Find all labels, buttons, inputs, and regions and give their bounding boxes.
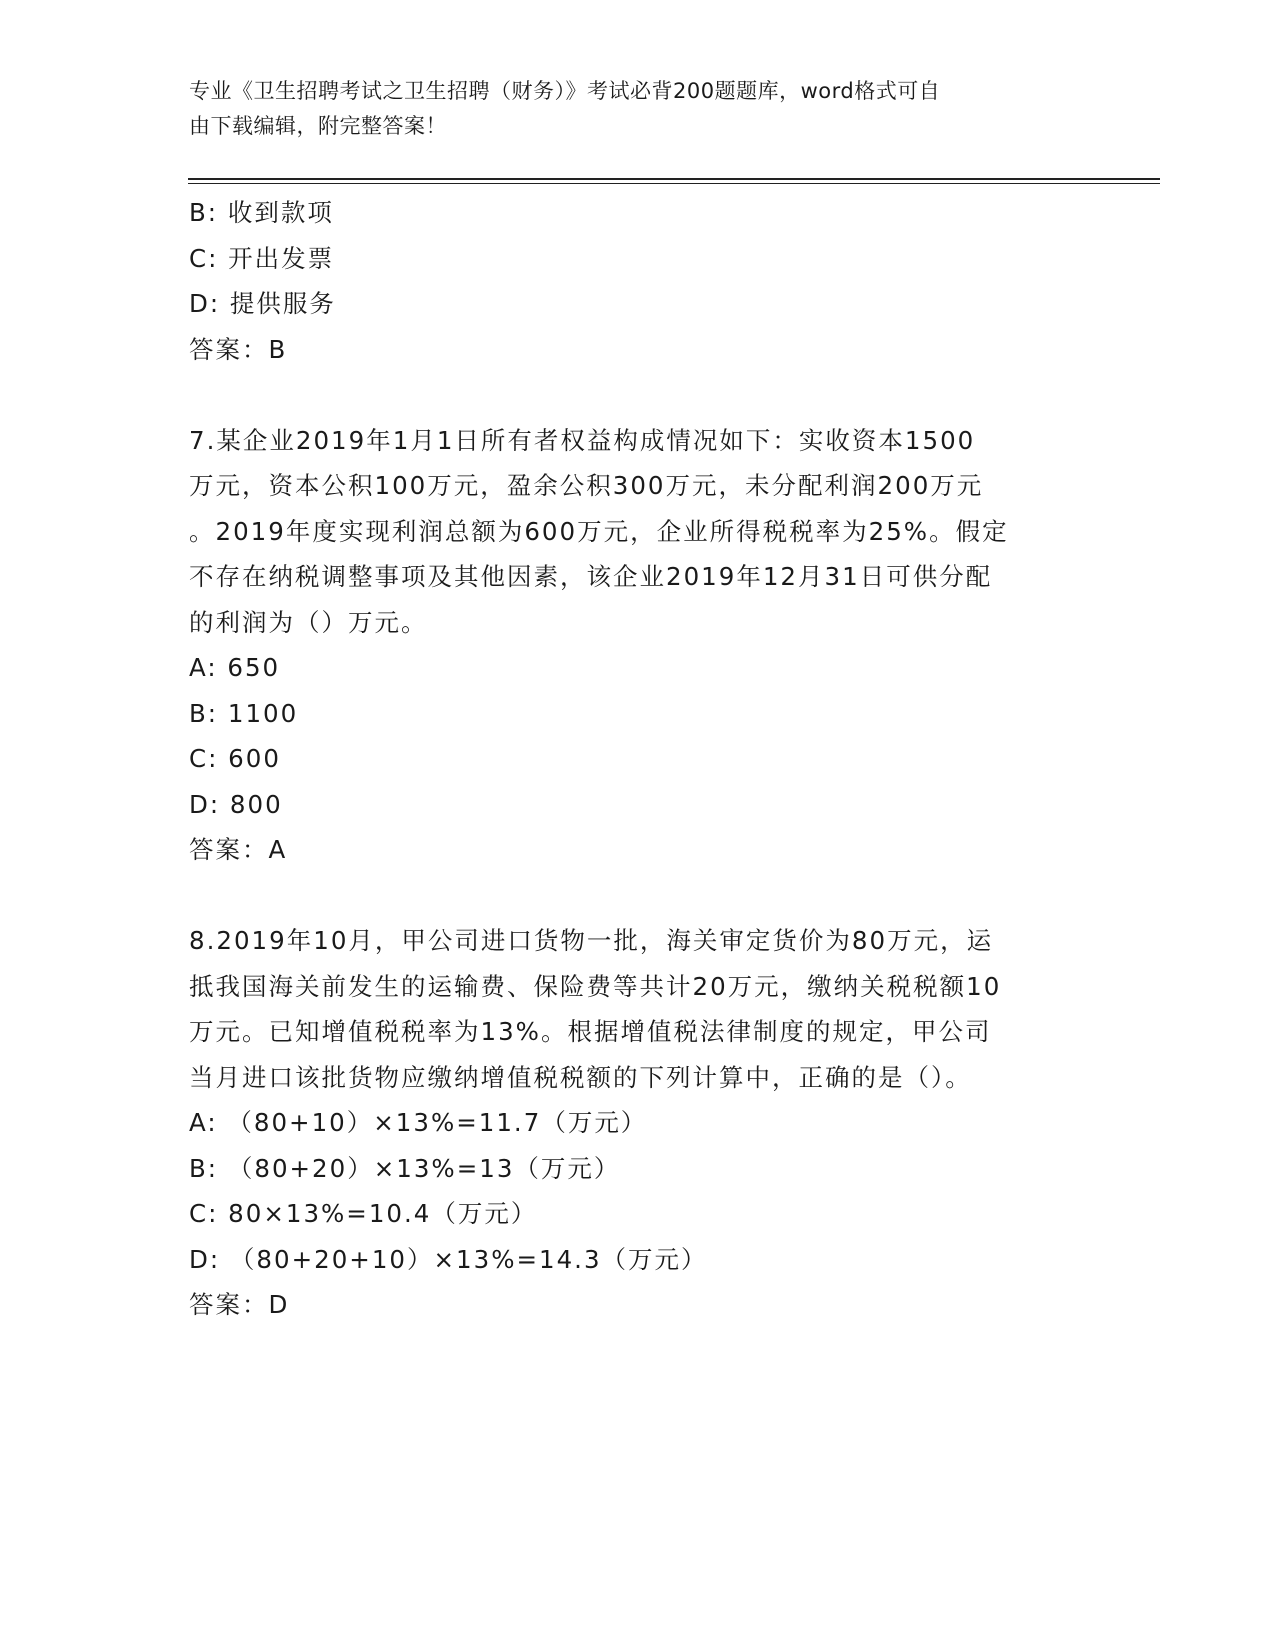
answer-line: 答案：B [189, 334, 288, 364]
question-text-line: 。2019年度实现利润总额为600万元，企业所得税税率为25%。假定 [189, 516, 1009, 546]
question-text-line: 当月进口该批货物应缴纳增值税税额的下列计算中，正确的是（）。 [189, 1062, 972, 1092]
answer-line: 答案：D [189, 1290, 290, 1319]
option-a: A: 650 [189, 653, 281, 682]
question-text-line: 的利润为（）万元。 [189, 607, 428, 637]
option-c: C: 600 [189, 744, 281, 773]
question-text-line: 万元，资本公积100万元，盈余公积300万元，未分配利润200万元 [189, 471, 984, 500]
header-title-line-1: 专业《卫生招聘考试之卫生招聘（财务）》考试必背200题题库，word格式可自 [189, 79, 941, 103]
header-divider-thick [188, 178, 1160, 180]
header-divider-thin [188, 183, 1160, 184]
header-title-line-2: 由下载编辑，附完整答案！ [189, 114, 447, 138]
document-header [189, 74, 1089, 144]
question-block-7 [189, 418, 1089, 873]
question-block-6 [189, 190, 1089, 372]
question-text-line: 抵我国海关前发生的运输费、保险费等共计20万元，缴纳关税税额10 [189, 971, 1002, 1001]
question-block-8 [189, 918, 1089, 1328]
question-text-line: 万元。已知增值税税率为13%。根据增值税法律制度的规定，甲公司 [189, 1017, 992, 1046]
option-d: D: （80+20+10）×13%=14.3（万元） [189, 1244, 708, 1274]
option-c: C: 80×13%=10.4（万元） [189, 1199, 538, 1228]
question-text-line: 8.2019年10月，甲公司进口货物一批，海关审定货价为80万元，运 [189, 926, 994, 955]
option-b: B: 1100 [189, 698, 299, 728]
option-d: D: 提供服务 [189, 289, 336, 318]
document-body [189, 190, 1089, 1328]
option-b: B: （80+20）×13%=13（万元） [189, 1153, 621, 1183]
question-text-line: 不存在纳税调整事项及其他因素，该企业2019年12月31日可供分配 [189, 562, 993, 591]
spacer [189, 873, 1089, 919]
option-a: A: （80+10）×13%=11.7（万元） [189, 1108, 648, 1137]
option-d: D: 800 [189, 789, 283, 819]
question-text-line: 7.某企业2019年1月1日所有者权益构成情况如下：实收资本1500 [189, 425, 976, 455]
answer-line: 答案：A [189, 835, 288, 864]
option-c: C: 开出发票 [189, 243, 335, 273]
option-b: B: 收到款项 [189, 198, 334, 227]
spacer [189, 372, 1089, 418]
